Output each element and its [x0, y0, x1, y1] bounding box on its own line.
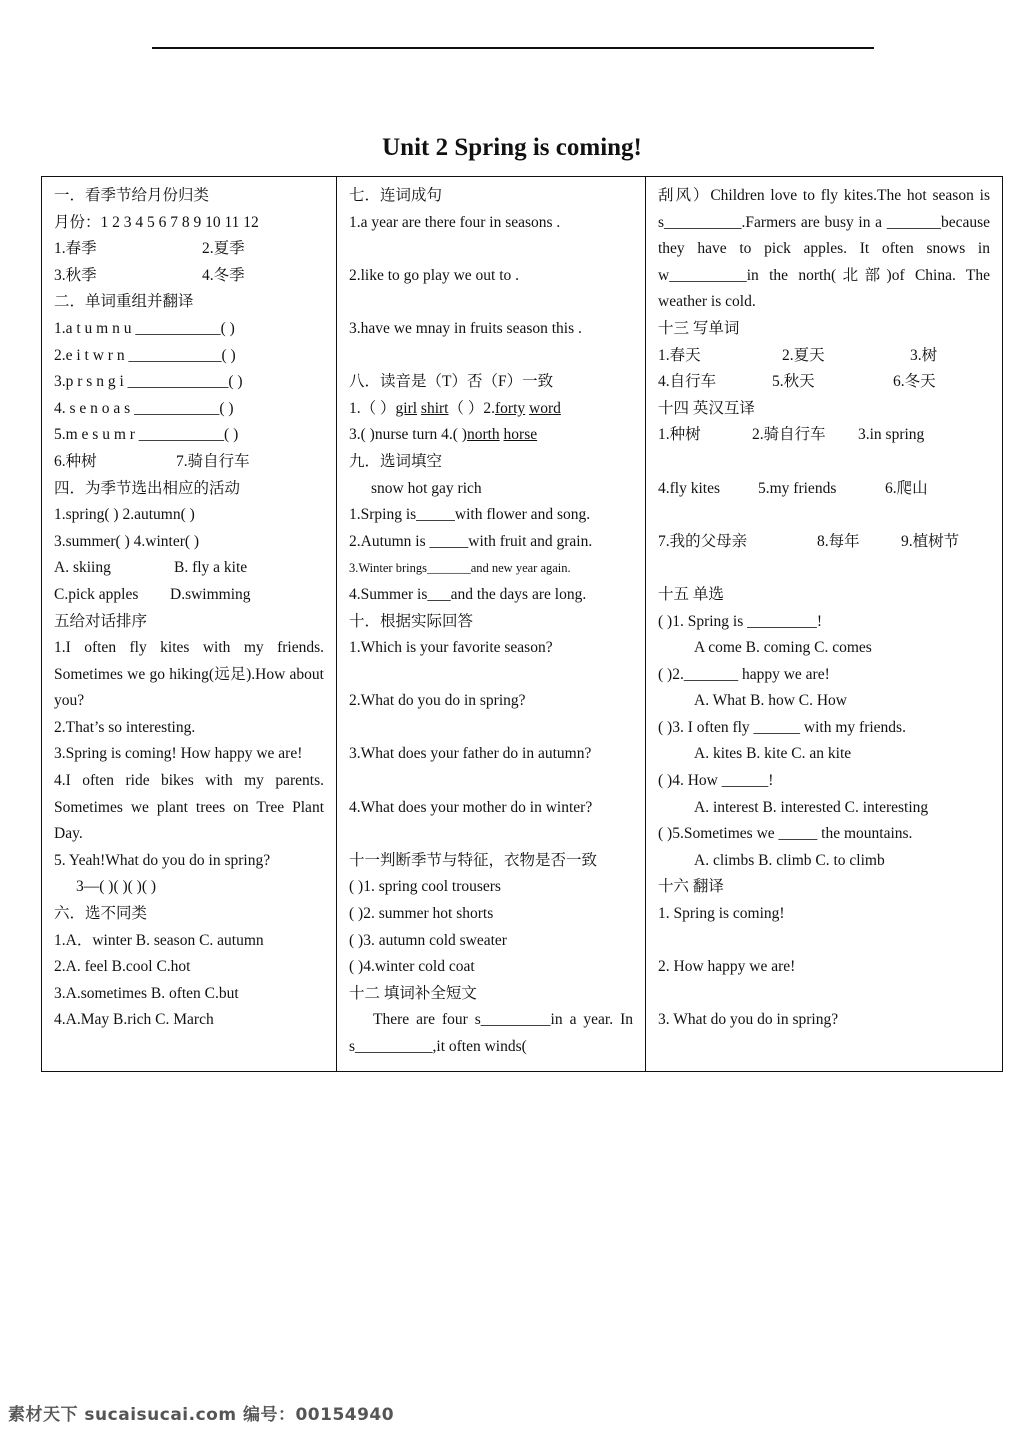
list-item: 2. How happy we are!	[658, 958, 796, 976]
list-item: 1.Which is your favorite season?	[349, 639, 553, 657]
list-item: 6.种树 7.骑自行车	[54, 452, 250, 470]
list-item: 3.What does your father do in autumn?	[349, 745, 592, 763]
section-heading: 十三 写单词	[658, 319, 740, 337]
options-row: C.pick apples D.swimming	[54, 585, 251, 603]
list-item: 4.What does your mother do in winter?	[349, 798, 593, 816]
section-heading: 十五 单选	[658, 585, 724, 603]
options-row: A. What B. how C. How	[694, 692, 847, 710]
list-item: 1. Spring is coming!	[658, 905, 785, 923]
section-heading: 五给对话排序	[54, 612, 148, 630]
list-item: 1.spring( ) 2.autumn( )	[54, 506, 195, 524]
list-item: 1.a year are there four in seasons .	[349, 213, 561, 231]
section-heading: 一．看季节给月份归类	[54, 187, 210, 204]
dialog-line: 3.Spring is coming! How happy we are!	[54, 745, 303, 763]
options-row: A. skiing B. fly a kite	[54, 559, 248, 577]
list-item: 2.What do you do in spring?	[349, 692, 526, 710]
list-item: 1.春天 2.夏天 3.树	[658, 346, 938, 364]
section-heading: 六．选不同类	[54, 905, 148, 923]
list-item: 3.p r s n g i _____________( )	[54, 373, 243, 391]
list-item: 3.Winter brings_______and new year again.	[349, 561, 571, 576]
options-row: A come B. coming C. comes	[694, 639, 872, 657]
season-row: 1.春季 2.夏季	[54, 240, 245, 258]
list-item: ( )2._______ happy we are!	[658, 665, 830, 683]
word-bank: snow hot gay rich	[371, 479, 482, 497]
passage-text: There are four s_________in a year. In s__________,it often winds(	[349, 1011, 633, 1055]
column-2	[337, 177, 646, 1071]
page-title: Unit 2 Spring is coming!	[382, 134, 642, 161]
passage-text: 刮风）Children love to fly kites.The hot season is s__________.Farmers are busy in a _______because they have to pick apples. It often snows in w__________in the north(北部)of China. The weather is cold.	[658, 187, 990, 311]
list-item: 3.have we mnay in fruits season this .	[349, 319, 582, 337]
list-item: 2.Autumn is _____with fruit and grain.	[349, 532, 593, 550]
column-3	[646, 177, 1002, 1071]
list-item: ( )4.winter cold coat	[349, 958, 475, 976]
section-heading: 十一判断季节与特征，衣物是否一致	[349, 851, 598, 869]
section-heading: 十二 填词补全短文	[349, 984, 477, 1002]
list-item: 3.summer( ) 4.winter( )	[54, 532, 200, 550]
list-item: 3.( )nurse turn 4.( )north horse	[349, 426, 538, 444]
list-item: 1.A．winter B. season C. autumn	[54, 931, 264, 949]
dialog-line: 5. Yeah!What do you do in spring?	[54, 851, 271, 869]
season-row: 3.秋季 4.冬季	[54, 266, 245, 284]
list-item: 1.种树 2.骑自行车 3.in spring	[658, 426, 925, 444]
list-item: ( )1. spring cool trousers	[349, 878, 501, 896]
section-heading: 十．根据实际回答	[349, 612, 474, 630]
list-item: 2.like to go play we out to .	[349, 266, 520, 284]
list-item: 4.自行车 5.秋天 6.冬天	[658, 373, 936, 391]
options-row: A. interest B. interested C. interesting	[694, 798, 929, 816]
list-item: ( )1. Spring is _________!	[658, 612, 823, 630]
section-heading: 十四 英汉互译	[658, 399, 755, 417]
section-heading: 四．为季节选出相应的活动	[54, 479, 241, 497]
section-heading: 七．连词成句	[349, 187, 443, 204]
list-item: 3.A.sometimes B. often C.but	[54, 984, 239, 1002]
options-row: A. kites B. kite C. an kite	[694, 745, 852, 763]
list-item: 4. s e n o a s ___________( )	[54, 399, 234, 417]
list-item: 7.我的父母亲 8.每年 9.植树节	[658, 532, 960, 550]
column-1	[42, 177, 337, 1071]
list-item: ( )3. I often fly ______ with my friends.	[658, 718, 906, 736]
header-rule	[152, 47, 874, 49]
order-answer: 3—( )( )( )( )	[76, 878, 157, 896]
section-heading: 九．选词填空	[349, 452, 443, 470]
worksheet-table	[41, 176, 1003, 1072]
list-item: 1.（ ）girl shirt（ ）2.forty word	[349, 399, 561, 417]
list-item: 5.m e s u m r ___________( )	[54, 426, 239, 444]
list-item: ( )5.Sometimes we _____ the mountains.	[658, 825, 913, 843]
list-item: 4.fly kites 5.my friends 6.爬山	[658, 479, 928, 497]
section-heading: 十六 翻译	[658, 878, 724, 896]
options-row: A. climbs B. climb C. to climb	[694, 851, 885, 869]
list-item: 1.a t u m n u ___________( )	[54, 319, 235, 337]
dialog-line: 4.I often ride bikes with my parents. Sometimes we plant trees on Tree Plant Day.	[54, 772, 324, 843]
list-item: 2.e i t w r n ____________( )	[54, 346, 236, 364]
dialog-line: 1.I often fly kites with my friends. Sometimes we go hiking(远足).How about you?	[54, 639, 324, 710]
list-item: 4.Summer is___and the days are long.	[349, 585, 587, 603]
list-item: 3. What do you do in spring?	[658, 1011, 839, 1029]
dialog-line: 2.That’s so interesting.	[54, 718, 196, 736]
list-item: 2.A. feel B.cool C.hot	[54, 958, 191, 976]
list-item: ( )4. How ______!	[658, 772, 774, 790]
watermark: 素材天下 sucaisucai.com 编号：00154940	[8, 1405, 395, 1425]
list-item: ( )2. summer hot shorts	[349, 905, 494, 923]
list-item: 4.A.May B.rich C. March	[54, 1011, 214, 1029]
list-item: ( )3. autumn cold sweater	[349, 931, 507, 949]
section-heading: 二．单词重组并翻译	[54, 293, 194, 311]
list-item: 1.Srping is_____with flower and song.	[349, 506, 591, 524]
section-heading: 八．读音是（T）否（F）一致	[349, 373, 554, 391]
months-line: 月份：1 2 3 4 5 6 7 8 9 10 11 12	[54, 213, 259, 231]
